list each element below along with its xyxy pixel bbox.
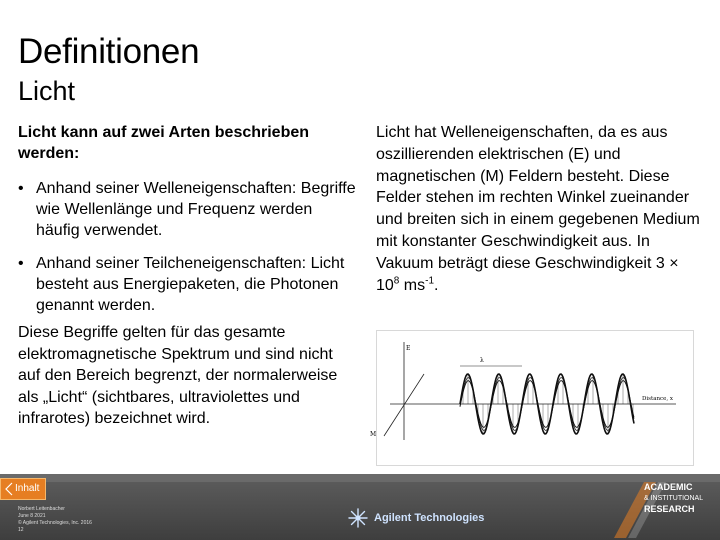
footer-info	[18, 506, 92, 534]
distance-label: Distance, x	[642, 396, 673, 402]
academic-line-1: ACADEMIC	[644, 482, 693, 492]
footer-copyright: © Agilent Technologies, Inc. 2016	[18, 520, 92, 526]
page-subtitle: Licht	[18, 76, 76, 106]
agilent-brand-text: Agilent Technologies	[374, 512, 485, 524]
inhalt-label: Inhalt	[15, 483, 40, 494]
inhalt-nav-button[interactable]	[0, 478, 46, 500]
academic-research-text	[644, 482, 703, 515]
footer-author: Norbert Leitenbacher	[18, 506, 65, 512]
academic-line-2: & INSTITUTIONAL	[644, 495, 704, 502]
lambda-label: λ	[480, 357, 484, 364]
end-period: .	[434, 276, 439, 294]
m-label: M	[370, 431, 377, 438]
page-title: Definitionen	[18, 32, 200, 71]
footer-bar	[0, 474, 720, 540]
spectrum-paragraph: Diese Begriffe gelten für das gesamte elektromagnetische Spektrum und sind nicht auf den Bereich begrenzt, der normalerweise als „Licht“ (sichtbares, ultraviolettes und infrarotes) bezeichnet wird.	[18, 324, 338, 427]
em-wave-figure	[370, 330, 694, 466]
footer-page-number: 12	[18, 527, 24, 533]
exponent-minus-1: -1	[425, 275, 435, 287]
left-column	[18, 122, 358, 328]
bullet-text: Anhand seiner Teilcheneigenschaften: Licht besteht aus Energiepaketen, die Photonen genannt werden.	[36, 255, 345, 314]
wave-description: Licht hat Welleneigenschaften, da es aus oszillierenden elektrischen (E) und magnetischen (M) Feldern besteht. Diese Felder stehen im rechten Winkel zueinander und breiten sich in einem gegebenen Medium mit konstanter Geschwindigkeit aus. In Vakuum beträgt diese Geschwindigkeit 3 × 10	[376, 124, 700, 294]
bullet-item	[18, 253, 358, 316]
academic-line-3: RESEARCH	[644, 504, 695, 514]
back-arrow-icon	[4, 482, 14, 496]
right-column	[376, 122, 706, 296]
bullet-symbol: •	[18, 180, 24, 197]
footer-date: June 8 2021	[18, 513, 46, 519]
agilent-logo	[348, 508, 484, 528]
exponent-8: 8	[393, 275, 400, 287]
bullet-item	[18, 178, 358, 241]
e-label: E	[406, 345, 411, 352]
intro-text: Licht kann auf zwei Arten beschrieben werden:	[18, 124, 310, 162]
unit-text: ms	[399, 276, 426, 294]
bullet-symbol: •	[18, 255, 24, 272]
agilent-spark-icon	[348, 508, 368, 528]
bullet-text: Anhand seiner Welleneigenschaften: Begriffe wie Wellenlänge und Frequenz werden häufig verwendet.	[36, 180, 356, 239]
